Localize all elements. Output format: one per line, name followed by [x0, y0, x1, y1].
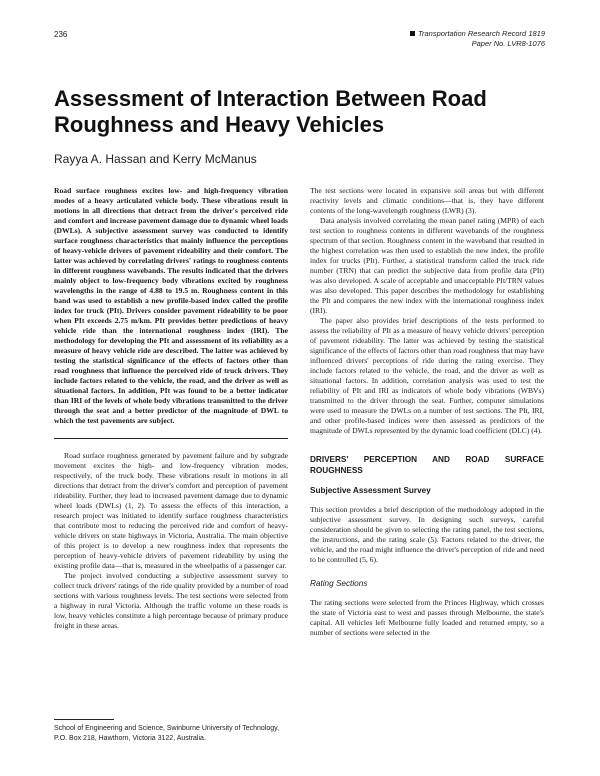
body-paragraph: The rating sections were selected from the Princes Highway, which crosses the state of Victoria east to west and passes through Melbourne, the state's capital. All vehicles left Melbourne fully loaded and returned empty, so a number of sections were selected in the [310, 598, 544, 637]
section-heading: DRIVERS' PERCEPTION AND ROAD SURFACE ROUGHNESS [310, 455, 544, 475]
square-bullet-icon [410, 31, 415, 36]
left-column [54, 186, 288, 631]
body-paragraph: Data analysis involved correlating the mean panel rating (MPR) of each test section to roughness contents in different wavebands of the roughness spectrum of that section. Roughness content in the waveband that resulted in the highest correlation was then used to establish the new index, the profile index for trucks (PIt). Further, a statistical transform called the truck ride number (TRN) that can predict the subjective data from profile data (PIt) was also developed. A scale of acceptable and unacceptable PIt/TRN values was also developed. This paper describes the methodology for establishing the PIt and compares the new index with the international roughness index (IRI). [310, 216, 544, 315]
body-paragraph: This section provides a brief description of the methodology adopted in the subjective assessment survey. In designing such surveys, careful consideration should be given to selecting the rating panel, the test sections, the instructions, and the rating scale (5). Factors related to the driver, the vehicle, and the road might influence the driver's perception of ride and need to be controlled (5, 6). [310, 505, 544, 564]
abstract: Road surface roughness excites low- and high-frequency vibration modes of a heavy articulated vehicle body. These vibrations result in motions in all directions that detract from the driver's perceived ride and comfort and increase pavement damage due to dynamic wheel loads (DWLs). A subjective assessment survey was conducted to identify surface roughness characteristics that mainly influence the perceptions of heavy-vehicle drivers of pavement rideability and their comfort. The latter was achieved by correlating drivers' ratings to roughness contents in different roughness wavebands. The results indicated that the drivers mainly object to low-frequency body vibrations excited by roughness wavelengths in the range of 4.88 to 19.5 m. Roughness content in this band was used to establish a new profile-based index called the profile index for truck (PIt). Drivers consider pavement rideability to be poor when PIt exceeds 2.75 m/km. PIt provides better predictions of heavy vehicle ride than the international roughness index (IRI). The methodology for developing the PIt and assessment of its reliability as a measure of heavy vehicle ride are described. The latter was achieved by testing the statistical significance of the effects of factors other than road roughness that influence the perceived ride of truck drivers. They include factors related to the vehicle, the road, and the driver as well as situational factors. In addition, PIt was found to be a better indicator than IRI of the levels of whole body vibrations transmitted to the driver through the seat and a better predictor of the magnitude of DWL to which the test pavements are subject. [54, 186, 288, 425]
authors: Rayya A. Hassan and Kerry McManus [54, 152, 257, 166]
right-column [310, 186, 544, 638]
body-paragraph: Road surface roughness generated by pavement failure and by subgrade movement excites the high- and low-frequency vibration modes, respectively, of the truck body. These vibrations result in motions in all directions that detract from the driver's comfort and perception of pavement rideability. Further, they lead to increased pavement damage due to dynamic wheel loads (DWLs) (1, 2). To assess the effects of this interaction, a research project was initiated to identify surface roughness characteristics that contribute most to reducing the perceived ride and comfort of heavy-vehicle drivers on state highways in Victoria, Australia. The main objective of this project is to develop a new roughness index that represents the perception of heavy-vehicle drivers of pavement rideability by using the existing profile data—that is, measured in the wheelpaths of a passenger car. [54, 451, 288, 570]
journal-name: Transportation Research Record 1819 [417, 29, 545, 38]
page-number: 236 [54, 30, 68, 39]
paper-number: Paper No. LVR8-1076 [471, 39, 545, 48]
paper-title: Assessment of Interaction Between Road Roughness and Heavy Vehicles [54, 86, 487, 137]
abstract-divider [54, 438, 288, 439]
subsection-heading: Subjective Assessment Survey [310, 486, 431, 495]
subsubsection-heading: Rating Sections [310, 579, 368, 588]
footnote-divider [54, 719, 114, 720]
body-paragraph: The project involved conducting a subjective assessment survey to collect truck drivers' ratings of the ride quality provided by a number of road sections with various roughness levels. The test sections were selected from a highway in rural Victoria. Although the traffic volume on these roads is low, heavy vehicles constitute a high percentage because of primary produce freight in these areas. [54, 571, 288, 630]
author-affiliation: School of Engineering and Science, Swinburne University of Technology, P.O. Box 218, Hawthorn, Victoria 3122, Australia. [54, 725, 280, 742]
body-paragraph: The test sections were located in expansive soil areas but with different reactivity levels and climatic conditions—that is, they have different contents of the long-wavelength roughness (LWR) (3). [310, 186, 544, 215]
running-header [410, 29, 545, 49]
body-paragraph: The paper also provides brief descriptions of the tests performed to assess the reliability of PIt as a measure of heavy vehicle drivers' perception of pavement rideability. The latter was achieved by testing the statistical significance of the effects of factors other than road roughness that may have influenced drivers' perceptions of ride during the rating exercise. They include factors related to the vehicle, the road, and the driver as well as situational factors. In addition, correlation analysis was used to test the reliability of PIt and IRI as indicators of whole body vibrations (WBVs) transmitted to the driver through the seat. Further, computer simulations were used to measure the DWLs on a number of test sections. The PIt, IRI, and other profile-based indices were then assessed as predictors of the magnitude of DWLs represented by the dynamic load coefficient (DLC) (4). [310, 316, 544, 435]
